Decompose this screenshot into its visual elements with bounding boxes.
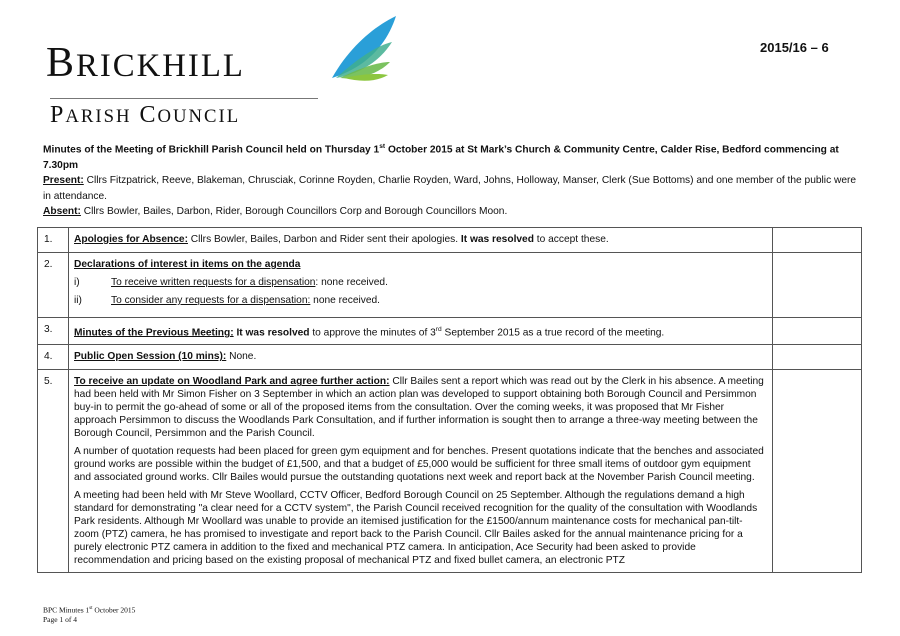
item-number: 2. (38, 253, 69, 318)
paragraph: A meeting had been held with Mr Steve Woollard, CCTV Officer, Bedford Borough Council on 25 September. Although the regulations demand a high standard for demonstrating "a clear need for a CCTV system", the Parish Council received recognition for the quality of the consultation with Woodlands Park residents. Although Mr Woollard was unable to provide an itemised justification for the £1500/annum maintenance costs for mechanical pan-tilt-zoom (PTZ) camera, he has promised to investigate and report back to the Parish Council. Cllr Bailes asked for the annual maintenance pricing for a purely electronic PTZ camera in addition to the fixed and mechanical PTZ camera. In anticipation, Ace Security had been asked to provide recommendation and pricing based on the existing proposal of mechanical PTZ and fixed bullet camera, an electronic PTZ (74, 490, 758, 567)
item-number: 4. (38, 345, 69, 370)
leaf-logo-icon (330, 16, 400, 86)
item-content: Public Open Session (10 mins): None. (69, 345, 773, 370)
action-cell (773, 253, 862, 318)
item-content: To receive an update on Woodland Park and agree further action: Cllr Bailes sent a report which was read out by the Clerk in his absence. A meeting had been held with Mr Simon Fisher on 3 September in which an action plan was developed to support obtaining both Borough Council and Persimmon buy-in to permit the go-ahead of some or all of the proposed items from the consultation. Over the coming weeks, it was proposed that Mr Fisher approach Persimmon to discuss the Woodlands Park Consultation, and if further information is sought then to arrange a three-way meeting between the Borough Council, Persimmon and the Parish Council. A number of quotation requests had been placed for green gym equipment and for benches. Present quotations indicate that the benches and associated ground works are possible within the budget of £1,500, and that a budget of £5,000 would be sufficient for three small items of outdoor gym equipment and associated ground works. Cllr Bailes would pursue the outstanding quotations next week and report back at the November Parish Council meeting. A meeting had been held with Mr Steve Woollard, CCTV Officer, Bedford Borough Council on 25 September. Although the regulations demand a high standard for demonstrating "a clear need for a CCTV system", the Parish Council received recognition for the quality of the consultation with Woodlands Park residents. Although Mr Woollard was unable to provide an itemised justification for the £1500/annum maintenance costs for mechanical pan-tilt-zoom (PTZ) camera, he has promised to investigate and report back to the Parish Council. Cllr Bailes asked for the annual maintenance pricing for a purely electronic PTZ camera in addition to the fixed and mechanical PTZ camera. In anticipation, Ace Security had been asked to provide recommendation and pricing based on the existing proposal of mechanical PTZ and fixed bullet camera, an electronic PTZ (69, 370, 773, 573)
table-row (38, 370, 862, 573)
logo (44, 14, 404, 128)
present-line: Present: Cllrs Fitzpatrick, Reeve, Blakeman, Chrusciak, Corinne Royden, Charlie Royden, Ward, Johns, Holloway, Manser, Clerk (Sue Bottoms) and one member of the public were in attendance. (43, 175, 857, 202)
logo-title: BRICKHILL (46, 40, 245, 86)
meeting-intro (43, 139, 863, 220)
action-cell (773, 228, 862, 253)
paragraph: A number of quotation requests had been placed for green gym equipment and for benches. Present quotations indicate that the benches and associated ground works are possible within the budget of £1,500, and that a budget of £5,000 would be sufficient for three small items of outdoor gym equipment and associated ground works. Cllr Bailes would pursue the outstanding quotations next week and report back at the November Parish Council meeting. (74, 446, 764, 484)
action-cell (773, 345, 862, 370)
sub-item: i) To receive written requests for a dispensation: none received. (74, 277, 388, 288)
minutes-table (37, 227, 862, 573)
item-number: 1. (38, 228, 69, 253)
action-cell (773, 318, 862, 345)
item-content: Apologies for Absence: Cllrs Bowler, Bailes, Darbon and Rider sent their apologies. It was resolved to accept these. (69, 228, 773, 253)
table-row (38, 345, 862, 370)
logo-rule (50, 98, 318, 99)
page-footer: BPC Minutes 1st October 2015 Page 1 of 4 (43, 605, 136, 624)
table-row (38, 318, 862, 345)
table-row (38, 228, 862, 253)
item-number: 3. (38, 318, 69, 345)
action-cell (773, 370, 862, 573)
document-reference: 2015/16 – 6 (760, 40, 829, 55)
item-content: Minutes of the Previous Meeting: It was resolved to approve the minutes of 3rd September 2015 as a true record of the meeting. (69, 318, 773, 345)
meeting-title: Minutes of the Meeting of Brickhill Parish Council held on Thursday 1st October 2015 at St Mark’s Church & Community Centre, Calder Rise, Bedford commencing at 7.30pm (43, 143, 839, 171)
logo-subtitle: PARISH COUNCIL (50, 102, 241, 128)
table-row (38, 253, 862, 318)
sub-item: ii) To consider any requests for a dispensation: none received. (74, 295, 381, 306)
absent-line: Absent: Cllrs Bowler, Bailes, Darbon, Rider, Borough Councillors Corp and Borough Councillors Moon. (43, 206, 508, 218)
item-number: 5. (38, 370, 69, 573)
item-content: Declarations of interest in items on the agenda i) To receive written requests for a dispensation: none received. ii) To consider any requests for a dispensation: none received. (69, 253, 773, 318)
